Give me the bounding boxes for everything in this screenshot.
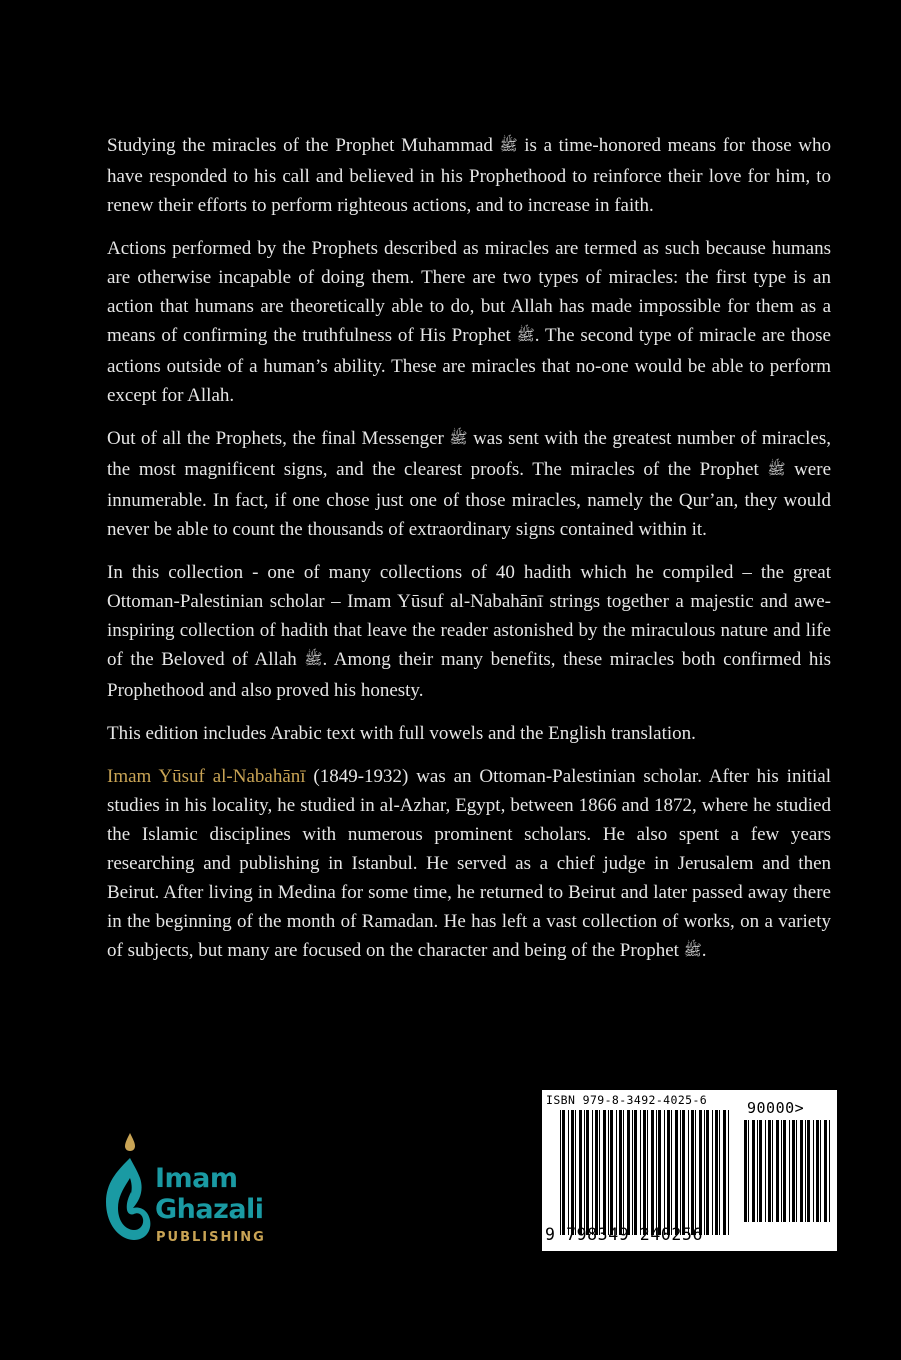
- barcode-bar: [579, 1110, 582, 1235]
- barcode-bar: [829, 1120, 830, 1222]
- barcode-bar: [651, 1110, 654, 1235]
- barcode-bar: [599, 1110, 600, 1235]
- barcode-bar: [664, 1110, 665, 1235]
- barcode-bar: [776, 1120, 779, 1222]
- barcode-bar: [571, 1110, 574, 1235]
- barcode-bar: [682, 1110, 685, 1235]
- text-run: Actions performed by the Prophets described as miracles are termed as such because humans are otherwise incapable of doing them. There are two types of miracles: the first type is an action that humans are theoretically able to do, but Allah has made impossible for them as a means of confirming the truthfulness of His Prophet: [107, 238, 831, 346]
- salawat-glyph: ﷺ: [499, 138, 518, 154]
- text-run: is a time-honored means for those who have responded to his call and believed in his Prophethood to reinforce their love for him, to renew their efforts to perform righteous actions, and to increase in faith.: [107, 135, 832, 216]
- barcode-bar: [715, 1110, 718, 1235]
- barcode-bar: [757, 1120, 758, 1222]
- barcode-bar: [616, 1110, 617, 1235]
- barcode-bar: [656, 1110, 657, 1235]
- barcode-bar: [695, 1110, 696, 1235]
- barcode-bar: [640, 1110, 641, 1235]
- barcode-bar: [800, 1120, 803, 1222]
- barcode-bar: [619, 1110, 622, 1235]
- barcode-bar: [765, 1120, 766, 1222]
- barcode-bar: [772, 1120, 773, 1222]
- text-run: Out of all the Prophets, the final Messenger: [107, 428, 450, 449]
- publisher-name-line3: PUBLISHING: [156, 1230, 266, 1245]
- barcode-bar: [603, 1110, 606, 1235]
- paragraph-edition: This edition includes Arabic text with full vowels and the English translation.: [107, 723, 696, 744]
- text-run: was sent with the greatest number of miracles, the most magnificent signs, and the clearest proofs. The miracles of the Prophet: [107, 428, 832, 480]
- isbn-label: ISBN 979-8-3492-4025-6: [546, 1093, 708, 1107]
- paragraph-author-bio: [107, 762, 831, 967]
- barcode-bar: [824, 1120, 827, 1222]
- salawat-glyph: ﷺ: [767, 462, 786, 478]
- barcode-bar: [595, 1110, 598, 1235]
- barcode-bar: [575, 1110, 576, 1235]
- barcode-bar: [562, 1110, 565, 1235]
- barcode-bar: [632, 1110, 633, 1235]
- paragraph-collection: [107, 558, 831, 705]
- barcode-bar: [706, 1110, 709, 1235]
- barcode-bar: [584, 1110, 585, 1235]
- barcode-bar: [680, 1110, 681, 1235]
- text-run: Studying the miracles of the Prophet Muhammad: [107, 135, 500, 156]
- barcode-bar: [813, 1120, 814, 1222]
- isbn-barcode: [542, 1090, 837, 1251]
- barcode-bar: [805, 1120, 806, 1222]
- barcode-bar: [723, 1110, 726, 1235]
- back-cover-text: [107, 131, 831, 981]
- barcode-bar: [744, 1120, 747, 1222]
- barcode-bar: [704, 1110, 705, 1235]
- barcode-bar: [592, 1110, 593, 1235]
- barcode-bar: [752, 1120, 755, 1222]
- barcode-bar: [807, 1120, 810, 1222]
- barcode-bar: [608, 1110, 609, 1235]
- barcode-bar: [816, 1120, 819, 1222]
- barcode-bar: [586, 1110, 589, 1235]
- barcode-bar: [792, 1120, 795, 1222]
- barcode-bar: [728, 1110, 729, 1235]
- barcode-bar: [748, 1120, 749, 1222]
- barcode-bar: [623, 1110, 624, 1235]
- salawat-glyph: ﷺ: [304, 652, 323, 668]
- paragraph-final-messenger: [107, 424, 831, 544]
- barcode-bar: [768, 1120, 771, 1222]
- barcode-bar: [783, 1120, 786, 1222]
- barcode-bar: [789, 1120, 790, 1222]
- barcode-bar: [560, 1110, 561, 1235]
- barcode-bar: [675, 1110, 678, 1235]
- barcode-bar: [719, 1110, 720, 1235]
- salawat-glyph: ﷺ: [449, 431, 468, 447]
- salawat-glyph: ﷺ: [516, 328, 535, 344]
- barcode-bar: [712, 1110, 713, 1235]
- barcode-bar: [796, 1120, 797, 1222]
- isbn-digits: 9 798349 240256: [545, 1225, 704, 1244]
- barcode-bar: [647, 1110, 648, 1235]
- barcode-bar: [671, 1110, 672, 1235]
- barcode-bar: [610, 1110, 613, 1235]
- barcode-bar: [667, 1110, 670, 1235]
- barcode-bar: [759, 1120, 762, 1222]
- barcode-bar: [643, 1110, 646, 1235]
- barcode-bar: [691, 1110, 694, 1235]
- flame-leaf-logo-icon: [100, 1130, 160, 1250]
- salawat-glyph: ﷺ: [683, 943, 702, 959]
- publisher-name-line2: Ghazali: [155, 1194, 264, 1225]
- barcode-bar: [634, 1110, 637, 1235]
- publisher-logo: [100, 1130, 300, 1250]
- barcode-bar: [820, 1120, 821, 1222]
- text-run: In this collection - one of many collections of 40 hadith which he compiled – the great Ottoman-Palestinian scholar – Imam Yūsuf al-Nabahānī strings together a majestic and awe-inspiring collection of hadith that leave the reader astonished by the miraculous nature and life of the Beloved of Allah: [107, 562, 831, 670]
- barcode-bar: [688, 1110, 689, 1235]
- barcode-bar: [568, 1110, 569, 1235]
- text-run: . Among their many benefits, these miracles both confirmed his Prophethood and also proved his honesty.: [107, 649, 831, 701]
- paragraph-miracle-types: [107, 234, 831, 410]
- barcode-bar: [699, 1110, 702, 1235]
- barcode-bar: [781, 1120, 782, 1222]
- barcode-bar: [627, 1110, 630, 1235]
- barcode-bar: [658, 1110, 661, 1235]
- text-run: were innumerable. In fact, if one chose just one of those miracles, namely the Qur’an, they would never be able to count the thousands of extraordinary signs contained within it.: [107, 459, 831, 540]
- text-run: (1849-1932) was an Ottoman-Palestinian scholar. After his initial studies in his locality, he studied in al-Azhar, Egypt, between 1866 and 1872, where he studied the Islamic disciplines with numerous prominent scholars. He also spent a few years researching and publishing in Istanbul. He served as a chief judge in Jerusalem and then Beirut. After living in Medina for some time, he returned to Beirut and later passed away there in the beginning of the month of Ramadan. He has left a vast collection of works, on a variety of subjects, but many are focused on the character and being of the Prophet: [107, 766, 831, 961]
- text-run: . The second type of miracle are those actions outside of a human’s ability. These are miracles that no-one would be able to perform except for Allah.: [107, 325, 831, 406]
- publisher-name-line1: Imam: [155, 1163, 238, 1194]
- author-name: Imam Yūsuf al-Nabahānī: [107, 766, 306, 787]
- text-run: .: [701, 940, 707, 961]
- price-code: 90000>: [747, 1099, 805, 1117]
- paragraph-intro: [107, 131, 831, 220]
